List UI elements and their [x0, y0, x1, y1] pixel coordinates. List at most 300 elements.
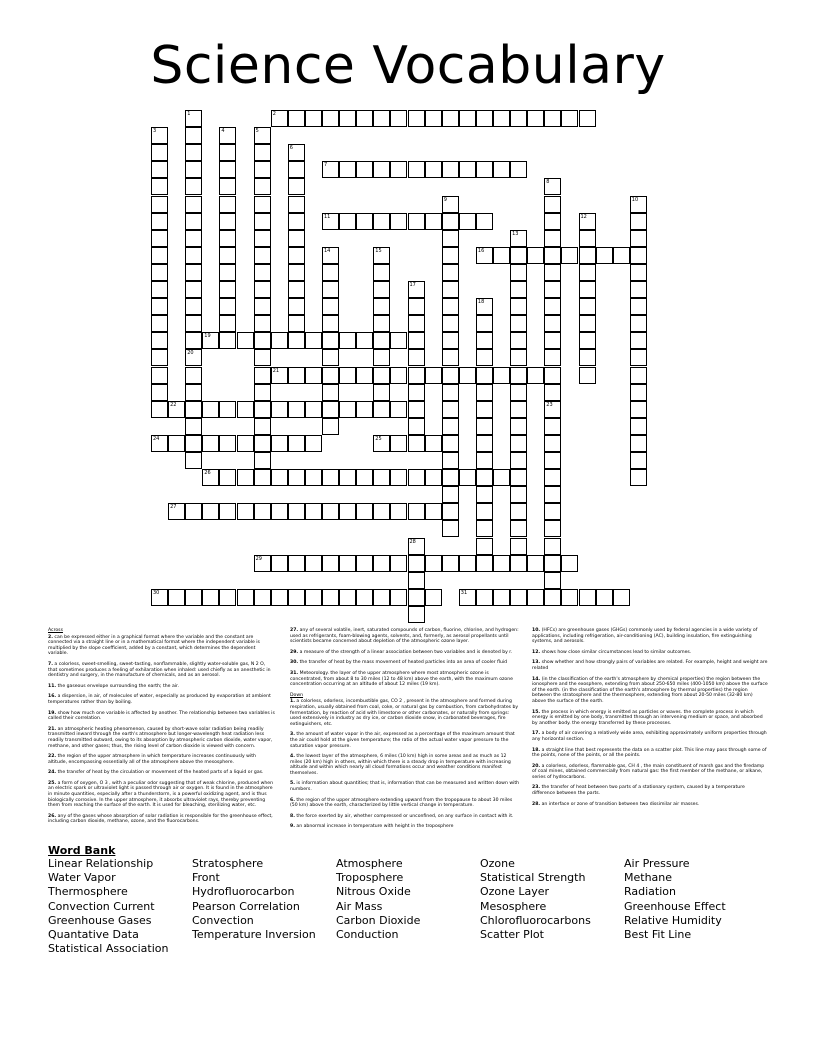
- grid-cell[interactable]: [254, 349, 271, 366]
- grid-cell[interactable]: [390, 435, 407, 452]
- grid-cell[interactable]: [510, 452, 527, 469]
- grid-cell[interactable]: [579, 315, 596, 332]
- grid-cell[interactable]: [185, 144, 202, 161]
- grid-cell[interactable]: [630, 469, 647, 486]
- grid-cell[interactable]: [630, 247, 647, 264]
- grid-cell[interactable]: [356, 332, 373, 349]
- grid-cell[interactable]: [408, 606, 425, 623]
- grid-cell[interactable]: [459, 161, 476, 178]
- grid-cell[interactable]: [425, 469, 442, 486]
- grid-cell[interactable]: [476, 418, 493, 435]
- grid-cell[interactable]: [185, 230, 202, 247]
- grid-cell[interactable]: [151, 247, 168, 264]
- grid-cell[interactable]: [408, 110, 425, 127]
- grid-cell[interactable]: [544, 349, 561, 366]
- grid-cell[interactable]: [219, 469, 236, 486]
- grid-cell[interactable]: [339, 589, 356, 606]
- grid-cell[interactable]: [356, 161, 373, 178]
- grid-cell[interactable]: [510, 469, 527, 486]
- grid-cell[interactable]: [219, 298, 236, 315]
- grid-cell[interactable]: [254, 298, 271, 315]
- grid-cell[interactable]: [408, 555, 425, 572]
- grid-cell[interactable]: [288, 230, 305, 247]
- grid-cell[interactable]: [476, 161, 493, 178]
- grid-cell[interactable]: [219, 178, 236, 195]
- grid-cell[interactable]: [476, 298, 493, 315]
- grid-cell[interactable]: [596, 589, 613, 606]
- grid-cell[interactable]: [373, 555, 390, 572]
- grid-cell[interactable]: [339, 161, 356, 178]
- grid-cell[interactable]: [356, 503, 373, 520]
- grid-cell[interactable]: [510, 110, 527, 127]
- grid-cell[interactable]: [254, 161, 271, 178]
- grid-cell[interactable]: [390, 469, 407, 486]
- grid-cell[interactable]: [185, 315, 202, 332]
- grid-cell[interactable]: [510, 247, 527, 264]
- grid-cell[interactable]: [254, 332, 271, 349]
- grid-cell[interactable]: [390, 555, 407, 572]
- grid-cell[interactable]: [510, 555, 527, 572]
- grid-cell[interactable]: [544, 589, 561, 606]
- grid-cell[interactable]: [356, 401, 373, 418]
- grid-cell[interactable]: [442, 161, 459, 178]
- grid-cell[interactable]: [219, 281, 236, 298]
- grid-cell[interactable]: [630, 298, 647, 315]
- grid-cell[interactable]: [219, 401, 236, 418]
- grid-cell[interactable]: [356, 555, 373, 572]
- grid-cell[interactable]: [185, 161, 202, 178]
- grid-cell[interactable]: [596, 247, 613, 264]
- grid-cell[interactable]: [476, 452, 493, 469]
- grid-cell[interactable]: [442, 401, 459, 418]
- grid-cell[interactable]: [322, 213, 339, 230]
- grid-cell[interactable]: [322, 401, 339, 418]
- grid-cell[interactable]: [544, 401, 561, 418]
- grid-cell[interactable]: [510, 349, 527, 366]
- grid-cell[interactable]: [254, 555, 271, 572]
- grid-cell[interactable]: [373, 435, 390, 452]
- grid-cell[interactable]: [339, 332, 356, 349]
- grid-cell[interactable]: [288, 367, 305, 384]
- grid-cell[interactable]: [544, 503, 561, 520]
- grid-cell[interactable]: [288, 589, 305, 606]
- grid-cell[interactable]: [630, 315, 647, 332]
- grid-cell[interactable]: [185, 367, 202, 384]
- grid-cell[interactable]: [322, 110, 339, 127]
- grid-cell[interactable]: [442, 315, 459, 332]
- grid-cell[interactable]: [373, 401, 390, 418]
- grid-cell[interactable]: [151, 401, 168, 418]
- grid-cell[interactable]: [408, 572, 425, 589]
- grid-cell[interactable]: [373, 332, 390, 349]
- grid-cell[interactable]: [219, 213, 236, 230]
- grid-cell[interactable]: [510, 401, 527, 418]
- grid-cell[interactable]: [459, 555, 476, 572]
- grid-cell[interactable]: [254, 469, 271, 486]
- grid-cell[interactable]: [408, 315, 425, 332]
- grid-cell[interactable]: [373, 503, 390, 520]
- grid-cell[interactable]: [271, 110, 288, 127]
- grid-cell[interactable]: [476, 469, 493, 486]
- grid-cell[interactable]: [630, 452, 647, 469]
- grid-cell[interactable]: [630, 281, 647, 298]
- grid-cell[interactable]: [288, 161, 305, 178]
- grid-cell[interactable]: [305, 110, 322, 127]
- grid-cell[interactable]: [185, 452, 202, 469]
- grid-cell[interactable]: [476, 401, 493, 418]
- grid-cell[interactable]: [185, 281, 202, 298]
- grid-cell[interactable]: [425, 110, 442, 127]
- grid-cell[interactable]: [630, 332, 647, 349]
- grid-cell[interactable]: [527, 110, 544, 127]
- grid-cell[interactable]: [151, 144, 168, 161]
- grid-cell[interactable]: [408, 281, 425, 298]
- grid-cell[interactable]: [442, 520, 459, 537]
- grid-cell[interactable]: [544, 384, 561, 401]
- grid-cell[interactable]: [510, 486, 527, 503]
- grid-cell[interactable]: [425, 503, 442, 520]
- grid-cell[interactable]: [630, 230, 647, 247]
- grid-cell[interactable]: [202, 589, 219, 606]
- grid-cell[interactable]: [442, 213, 459, 230]
- grid-cell[interactable]: [613, 247, 630, 264]
- grid-cell[interactable]: [493, 161, 510, 178]
- grid-cell[interactable]: [510, 418, 527, 435]
- grid-cell[interactable]: [630, 401, 647, 418]
- grid-cell[interactable]: [322, 264, 339, 281]
- grid-cell[interactable]: [544, 213, 561, 230]
- grid-cell[interactable]: [544, 452, 561, 469]
- grid-cell[interactable]: [202, 435, 219, 452]
- grid-cell[interactable]: [151, 435, 168, 452]
- grid-cell[interactable]: [305, 367, 322, 384]
- grid-cell[interactable]: [185, 401, 202, 418]
- grid-cell[interactable]: [288, 555, 305, 572]
- grid-cell[interactable]: [476, 332, 493, 349]
- grid-cell[interactable]: [254, 127, 271, 144]
- grid-cell[interactable]: [185, 213, 202, 230]
- grid-cell[interactable]: [219, 127, 236, 144]
- grid-cell[interactable]: [425, 555, 442, 572]
- grid-cell[interactable]: [442, 486, 459, 503]
- grid-cell[interactable]: [442, 435, 459, 452]
- grid-cell[interactable]: [271, 367, 288, 384]
- grid-cell[interactable]: [322, 589, 339, 606]
- grid-cell[interactable]: [373, 589, 390, 606]
- grid-cell[interactable]: [510, 503, 527, 520]
- grid-cell[interactable]: [185, 332, 202, 349]
- grid-cell[interactable]: [288, 435, 305, 452]
- grid-cell[interactable]: [442, 264, 459, 281]
- grid-cell[interactable]: [288, 196, 305, 213]
- grid-cell[interactable]: [579, 230, 596, 247]
- grid-cell[interactable]: [476, 538, 493, 555]
- grid-cell[interactable]: [254, 452, 271, 469]
- grid-cell[interactable]: [510, 384, 527, 401]
- grid-cell[interactable]: [185, 247, 202, 264]
- grid-cell[interactable]: [373, 469, 390, 486]
- grid-cell[interactable]: [356, 469, 373, 486]
- grid-cell[interactable]: [185, 196, 202, 213]
- grid-cell[interactable]: [579, 110, 596, 127]
- grid-cell[interactable]: [322, 349, 339, 366]
- grid-cell[interactable]: [442, 349, 459, 366]
- grid-cell[interactable]: [579, 332, 596, 349]
- grid-cell[interactable]: [151, 178, 168, 195]
- grid-cell[interactable]: [356, 213, 373, 230]
- grid-cell[interactable]: [151, 127, 168, 144]
- grid-cell[interactable]: [510, 589, 527, 606]
- grid-cell[interactable]: [459, 367, 476, 384]
- grid-cell[interactable]: [510, 281, 527, 298]
- grid-cell[interactable]: [219, 332, 236, 349]
- grid-cell[interactable]: [151, 281, 168, 298]
- grid-cell[interactable]: [185, 178, 202, 195]
- grid-cell[interactable]: [254, 315, 271, 332]
- grid-cell[interactable]: [630, 196, 647, 213]
- grid-cell[interactable]: [185, 110, 202, 127]
- grid-cell[interactable]: [579, 298, 596, 315]
- grid-cell[interactable]: [510, 435, 527, 452]
- grid-cell[interactable]: [168, 401, 185, 418]
- grid-cell[interactable]: [579, 281, 596, 298]
- grid-cell[interactable]: [219, 315, 236, 332]
- grid-cell[interactable]: [442, 196, 459, 213]
- grid-cell[interactable]: [561, 110, 578, 127]
- grid-cell[interactable]: [476, 110, 493, 127]
- grid-cell[interactable]: [493, 367, 510, 384]
- grid-cell[interactable]: [408, 469, 425, 486]
- grid-cell[interactable]: [373, 384, 390, 401]
- grid-cell[interactable]: [493, 247, 510, 264]
- grid-cell[interactable]: [322, 555, 339, 572]
- grid-cell[interactable]: [237, 401, 254, 418]
- grid-cell[interactable]: [254, 589, 271, 606]
- grid-cell[interactable]: [254, 418, 271, 435]
- grid-cell[interactable]: [527, 247, 544, 264]
- grid-cell[interactable]: [373, 349, 390, 366]
- grid-cell[interactable]: [544, 469, 561, 486]
- grid-cell[interactable]: [254, 247, 271, 264]
- grid-cell[interactable]: [373, 264, 390, 281]
- grid-cell[interactable]: [356, 110, 373, 127]
- grid-cell[interactable]: [579, 349, 596, 366]
- grid-cell[interactable]: [185, 264, 202, 281]
- grid-cell[interactable]: [390, 589, 407, 606]
- grid-cell[interactable]: [305, 589, 322, 606]
- grid-cell[interactable]: [493, 589, 510, 606]
- grid-cell[interactable]: [579, 247, 596, 264]
- grid-cell[interactable]: [305, 555, 322, 572]
- grid-cell[interactable]: [322, 503, 339, 520]
- grid-cell[interactable]: [408, 298, 425, 315]
- grid-cell[interactable]: [630, 349, 647, 366]
- grid-cell[interactable]: [544, 264, 561, 281]
- grid-cell[interactable]: [510, 161, 527, 178]
- grid-cell[interactable]: [408, 384, 425, 401]
- grid-cell[interactable]: [322, 332, 339, 349]
- grid-cell[interactable]: [476, 520, 493, 537]
- grid-cell[interactable]: [237, 469, 254, 486]
- grid-cell[interactable]: [288, 469, 305, 486]
- grid-cell[interactable]: [442, 418, 459, 435]
- grid-cell[interactable]: [373, 315, 390, 332]
- grid-cell[interactable]: [510, 520, 527, 537]
- grid-cell[interactable]: [219, 589, 236, 606]
- grid-cell[interactable]: [322, 247, 339, 264]
- grid-cell[interactable]: [390, 503, 407, 520]
- grid-cell[interactable]: [151, 196, 168, 213]
- grid-cell[interactable]: [373, 367, 390, 384]
- grid-cell[interactable]: [630, 384, 647, 401]
- grid-cell[interactable]: [151, 230, 168, 247]
- grid-cell[interactable]: [322, 298, 339, 315]
- grid-cell[interactable]: [544, 486, 561, 503]
- grid-cell[interactable]: [442, 230, 459, 247]
- grid-cell[interactable]: [288, 332, 305, 349]
- grid-cell[interactable]: [442, 110, 459, 127]
- grid-cell[interactable]: [442, 452, 459, 469]
- grid-cell[interactable]: [408, 503, 425, 520]
- grid-cell[interactable]: [288, 264, 305, 281]
- grid-cell[interactable]: [544, 572, 561, 589]
- grid-cell[interactable]: [544, 435, 561, 452]
- grid-cell[interactable]: [219, 435, 236, 452]
- grid-cell[interactable]: [459, 213, 476, 230]
- grid-cell[interactable]: [288, 281, 305, 298]
- grid-cell[interactable]: [219, 230, 236, 247]
- grid-cell[interactable]: [322, 367, 339, 384]
- grid-cell[interactable]: [305, 332, 322, 349]
- grid-cell[interactable]: [476, 349, 493, 366]
- grid-cell[interactable]: [425, 213, 442, 230]
- grid-cell[interactable]: [476, 486, 493, 503]
- grid-cell[interactable]: [237, 589, 254, 606]
- grid-cell[interactable]: [339, 555, 356, 572]
- grid-cell[interactable]: [339, 110, 356, 127]
- grid-cell[interactable]: [151, 349, 168, 366]
- grid-cell[interactable]: [271, 332, 288, 349]
- grid-cell[interactable]: [254, 264, 271, 281]
- grid-cell[interactable]: [237, 503, 254, 520]
- grid-cell[interactable]: [561, 247, 578, 264]
- grid-cell[interactable]: [254, 401, 271, 418]
- grid-cell[interactable]: [425, 435, 442, 452]
- grid-cell[interactable]: [476, 315, 493, 332]
- grid-cell[interactable]: [185, 503, 202, 520]
- grid-cell[interactable]: [185, 127, 202, 144]
- grid-cell[interactable]: [288, 298, 305, 315]
- grid-cell[interactable]: [305, 469, 322, 486]
- grid-cell[interactable]: [442, 555, 459, 572]
- grid-cell[interactable]: [527, 367, 544, 384]
- grid-cell[interactable]: [185, 349, 202, 366]
- grid-cell[interactable]: [305, 503, 322, 520]
- grid-cell[interactable]: [459, 110, 476, 127]
- grid-cell[interactable]: [288, 247, 305, 264]
- grid-cell[interactable]: [254, 367, 271, 384]
- grid-cell[interactable]: [544, 520, 561, 537]
- grid-cell[interactable]: [339, 401, 356, 418]
- grid-cell[interactable]: [408, 538, 425, 555]
- grid-cell[interactable]: [544, 538, 561, 555]
- grid-cell[interactable]: [339, 213, 356, 230]
- grid-cell[interactable]: [510, 367, 527, 384]
- grid-cell[interactable]: [254, 230, 271, 247]
- grid-cell[interactable]: [202, 332, 219, 349]
- grid-cell[interactable]: [322, 418, 339, 435]
- grid-cell[interactable]: [630, 418, 647, 435]
- grid-cell[interactable]: [202, 469, 219, 486]
- grid-cell[interactable]: [288, 144, 305, 161]
- grid-cell[interactable]: [271, 401, 288, 418]
- grid-cell[interactable]: [476, 384, 493, 401]
- grid-cell[interactable]: [254, 144, 271, 161]
- grid-cell[interactable]: [151, 315, 168, 332]
- grid-cell[interactable]: [544, 332, 561, 349]
- grid-cell[interactable]: [237, 435, 254, 452]
- grid-cell[interactable]: [476, 367, 493, 384]
- grid-cell[interactable]: [425, 367, 442, 384]
- grid-cell[interactable]: [442, 247, 459, 264]
- grid-cell[interactable]: [459, 469, 476, 486]
- grid-cell[interactable]: [527, 555, 544, 572]
- grid-cell[interactable]: [339, 503, 356, 520]
- grid-cell[interactable]: [151, 367, 168, 384]
- grid-cell[interactable]: [390, 401, 407, 418]
- grid-cell[interactable]: [322, 469, 339, 486]
- grid-cell[interactable]: [202, 401, 219, 418]
- grid-cell[interactable]: [373, 247, 390, 264]
- grid-cell[interactable]: [254, 281, 271, 298]
- grid-cell[interactable]: [493, 555, 510, 572]
- grid-cell[interactable]: [390, 213, 407, 230]
- grid-cell[interactable]: [322, 315, 339, 332]
- grid-cell[interactable]: [527, 589, 544, 606]
- grid-cell[interactable]: [271, 589, 288, 606]
- grid-cell[interactable]: [390, 367, 407, 384]
- grid-cell[interactable]: [373, 281, 390, 298]
- grid-cell[interactable]: [510, 538, 527, 555]
- grid-cell[interactable]: [493, 469, 510, 486]
- grid-cell[interactable]: [544, 281, 561, 298]
- grid-cell[interactable]: [544, 418, 561, 435]
- grid-cell[interactable]: [219, 196, 236, 213]
- grid-cell[interactable]: [493, 110, 510, 127]
- grid-cell[interactable]: [254, 196, 271, 213]
- grid-cell[interactable]: [219, 144, 236, 161]
- grid-cell[interactable]: [151, 332, 168, 349]
- grid-cell[interactable]: [442, 298, 459, 315]
- grid-cell[interactable]: [630, 435, 647, 452]
- grid-cell[interactable]: [476, 555, 493, 572]
- grid-cell[interactable]: [544, 196, 561, 213]
- grid-cell[interactable]: [254, 503, 271, 520]
- grid-cell[interactable]: [185, 418, 202, 435]
- grid-cell[interactable]: [408, 213, 425, 230]
- grid-cell[interactable]: [219, 503, 236, 520]
- grid-cell[interactable]: [476, 213, 493, 230]
- grid-cell[interactable]: [442, 367, 459, 384]
- grid-cell[interactable]: [151, 589, 168, 606]
- grid-cell[interactable]: [373, 161, 390, 178]
- grid-cell[interactable]: [476, 247, 493, 264]
- grid-cell[interactable]: [288, 178, 305, 195]
- grid-cell[interactable]: [579, 589, 596, 606]
- grid-cell[interactable]: [168, 435, 185, 452]
- grid-cell[interactable]: [373, 298, 390, 315]
- grid-cell[interactable]: [288, 315, 305, 332]
